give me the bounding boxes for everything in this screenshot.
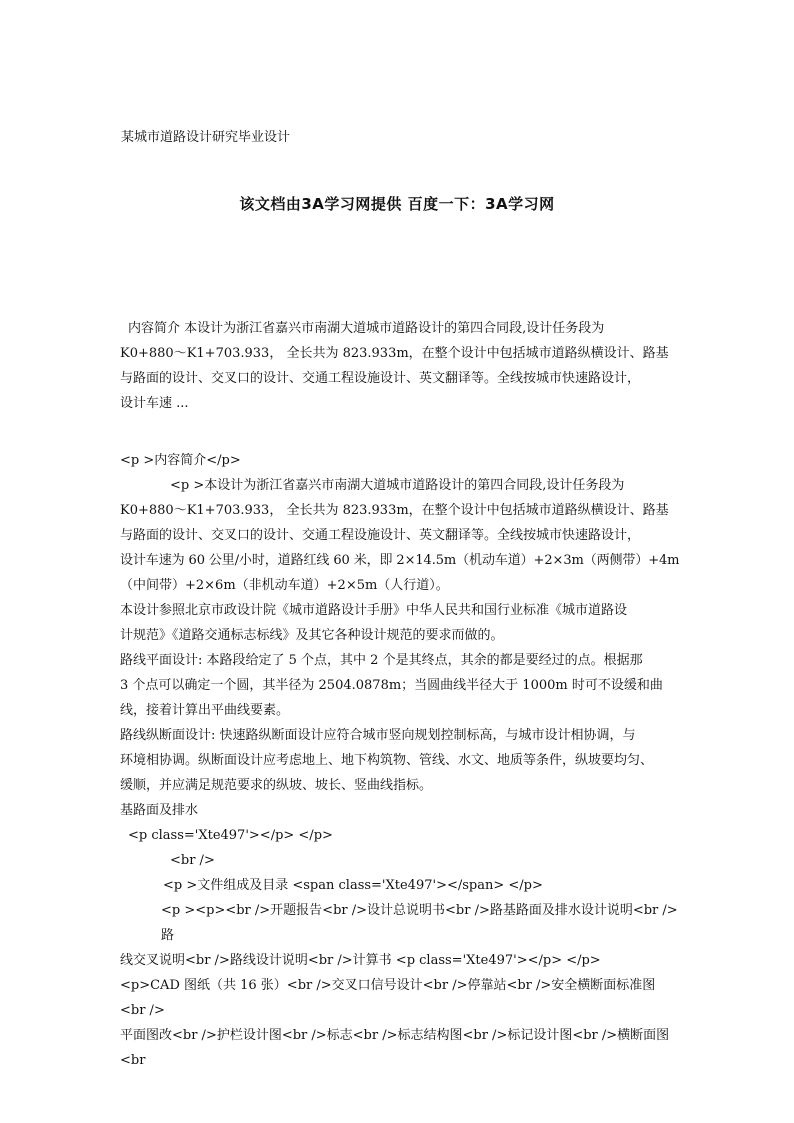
text-line: 线，接着计算出平曲线要素。 <box>120 703 290 718</box>
text-line: 缓顺，并应满足规范要求的纵坡、坡长、竖曲线指标。 <box>120 778 433 793</box>
main-content <box>120 448 680 1073</box>
summary-line: 内容简介 本设计为浙江省嘉兴市南湖大道城市道路设计的第四合同段,设计任务段为 <box>128 321 605 336</box>
summary-line: 与路面的设计、交叉口的设计、交通工程设施设计、英文翻译等。全线按城市快速路设计， <box>120 371 641 386</box>
text-line: 路线纵断面设计: 快速路纵断面设计应符合城市竖向规划控制标高，与城市设计相协调，与 <box>120 728 636 743</box>
summary-line: 设计车速 ... <box>120 396 189 411</box>
text-line: K0+880～K1+703.933， 全长共为 823.933m，在整个设计中包括城市道路纵横设计、路基 <box>120 503 669 518</box>
text-line: 与路面的设计、交叉口的设计、交通工程设施设计、英文翻译等。全线按城市快速路设计， <box>120 528 641 543</box>
html-tag-line: <p ><p><br />开题报告<br />设计总说明书<br />路基路面及排水设计说明<br />路 <box>161 903 678 943</box>
section-heading: 基路面及排水 <box>120 803 199 818</box>
text-line: 本设计参照北京市政设计院《城市道路设计手册》中华人民共和国行业标准《城市道路设 <box>120 603 628 618</box>
text-line: 环境相协调。纵断面设计应考虑地上、地下构筑物、管线、水文、地质等条件，纵坡要均匀、 <box>120 753 654 768</box>
intro-tag-line: <p >内容简介</p> <box>120 453 241 468</box>
text-line: 计规范》《道路交通标志标线》及其它各种设计规范的要求而做的。 <box>120 628 504 643</box>
html-tag-line: 线交叉说明<br />路线设计说明<br />计算书 <p class='Xte497'></p> </p> <box>120 953 601 968</box>
html-tag-line: <p class='Xte497'></p> </p> <box>128 828 333 843</box>
summary-line: K0+880～K1+703.933， 全长共为 823.933m，在整个设计中包括城市道路纵横设计、路基 <box>120 346 669 361</box>
text-line: （中间带）+2×6m（非机动车道）+2×5m（人行道）。 <box>120 578 449 593</box>
html-tag-line: <p >文件组成及目录 <span class='Xte497'></span> </p> <box>163 878 543 893</box>
summary-block <box>120 316 680 416</box>
html-tag-line: <br /> <box>170 853 215 868</box>
text-line: 3 个点可以确定一个圆，其半径为 2504.0878m；当圆曲线半径大于 1000m 时可不设缓和曲 <box>120 678 663 693</box>
text-line: <p >本设计为浙江省嘉兴市南湖大道城市道路设计的第四合同段,设计任务段为 <box>170 478 625 493</box>
html-tag-line: 平面图改<br />护栏设计图<br />标志<br />标志结构图<br />标记设计图<br />横断面图<br <box>120 1028 670 1068</box>
promo-banner: 该文档由3A学习网提供 百度一下：3A学习网 <box>239 195 555 213</box>
html-tag-line: <p>CAD 图纸（共 16 张）<br />交叉口信号设计<br />停靠站<br />安全横断面标准图<br /> <box>120 978 656 1018</box>
document-title: 某城市道路设计研究毕业设计 <box>121 130 291 145</box>
text-line: 路线平面设计: 本路段给定了 5 个点，其中 2 个是其终点，其余的都是要经过的点。根据那 <box>120 653 643 668</box>
text-line: 设计车速为 60 公里/小时，道路红线 60 米，即 2×14.5m（机动车道）+2×3m（两侧带）+4m <box>120 553 680 568</box>
